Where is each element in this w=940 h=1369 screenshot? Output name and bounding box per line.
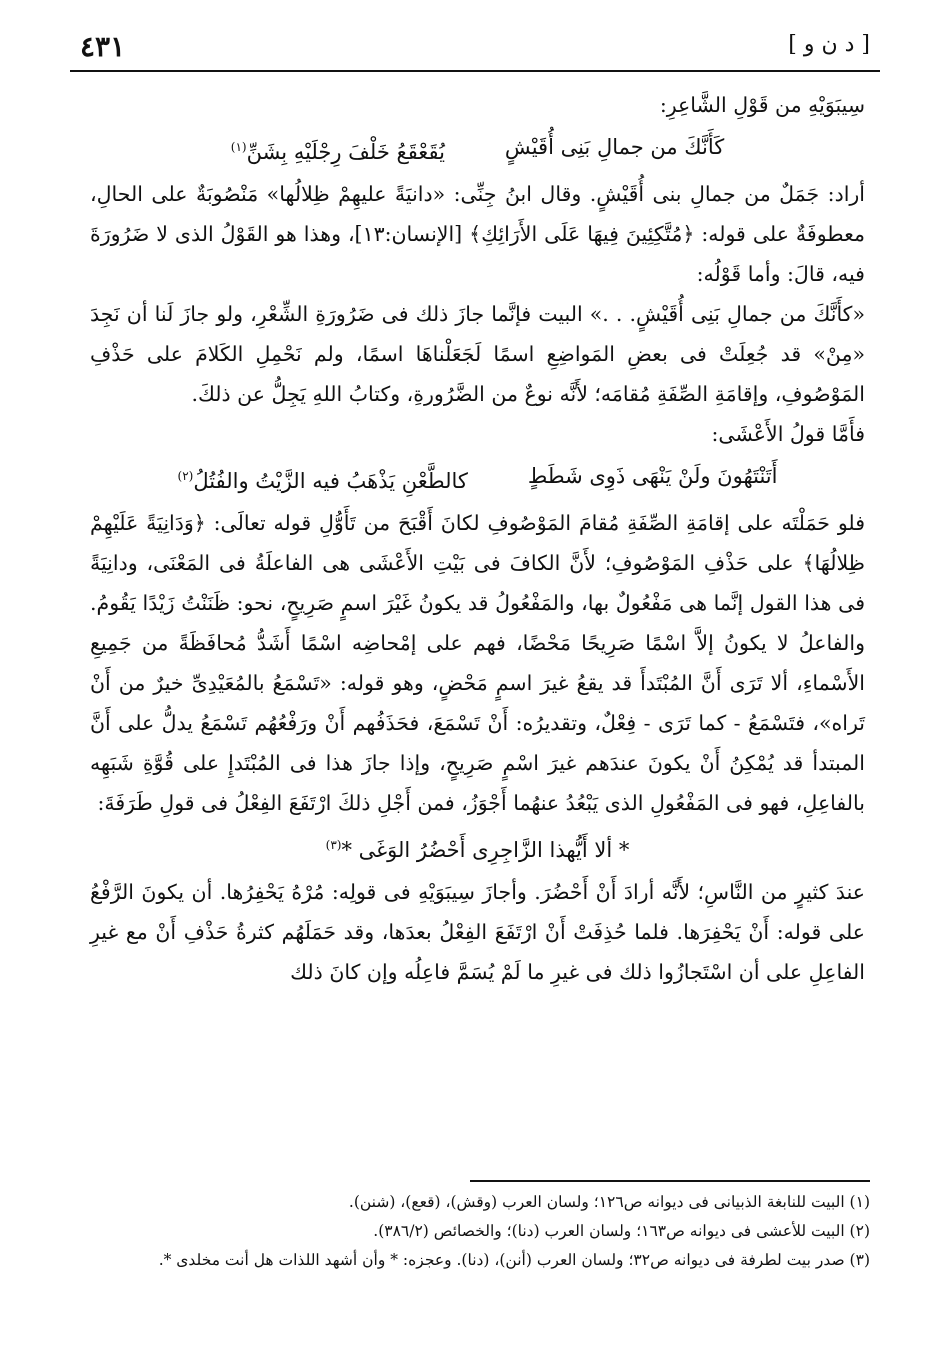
footnote-rule: [470, 1180, 870, 1182]
verse-3-text: * ألا أَيُّهذا الزَّاجِرِى أَحْضُرُ الوَغَى *: [341, 838, 630, 862]
page-header: [70, 30, 870, 70]
verse-1-first-hemistich: كَأَنَّكَ من جمالِ بَنِى أُقَيْشٍ: [504, 135, 725, 159]
header-rule: [70, 70, 880, 72]
paragraph-3: «كأَنَّكَ من جمالِ بَنِى أُقَيْشٍ. . .» البيت فإنَّما جازَ ذلك فى ضَرُورَةِ الشِّعْرِ، ولو جازَ لَنا أن نَجِدَ «مِنْ» قد جُعِلَتْ فى بعضِ المَواضِعِ اسمًا لَجَعَلْناهَا اسمًا، ولم نَحْمِلِ الكَلامَ على حَذْفِ المَوْصُوفِ، وإقامَةِ الصِّفَةِ مُقامَه؛ لأَنَّه نوعٌ من الضَّرُورةِ، وكتابُ اللهِ يَجِلُّ عن ذلكَ.: [90, 302, 865, 406]
paragraph-6: عندَ كثيرٍ من النَّاسِ؛ لأَنَّه أرادَ أَنْ أَحْضُرَ. وأجازَ سِيبَوَيْهِ فى قولِه: مُرْهُ يَحْفِرُها. أن يكونَ الرَّفْعُ على قوله: أَنْ يَحْفِرَها. فلما حُذِفَتْ أَنْ ارْتَفَعَ الفِعْلُ بعدَها، وقد حَمَلَهُم كثرةُ حَذْفِ أَنْ مع غيرِ الفاعِلِ على أن اسْتَجازُوا ذلك فى غيرِ ما لَمْ يُسَمَّ فاعِلُه وإن كانَ ذلك: [90, 880, 865, 984]
paragraph-1: سِيبَوَيْهِ من قَوْلِ الشَّاعِرِ:: [659, 93, 865, 117]
footnote-ref-1: (١): [230, 140, 247, 154]
verse-2: [90, 454, 865, 503]
verse-3: [90, 823, 865, 872]
paragraph-2: أراد: جَمَلٌ من جمالِ بنى أُقَيْشٍ. وقال ابنُ جِنِّى: «دانيَةً عليهِمْ ظِلالُها» مَنْصُوبَةٌ على الحالِ، معطوفَةٌ على قوله: ﴿مُتَّكِئِينَ فِيهَا عَلَى الأَرَائِكِ﴾ [الإنسان:١٣]، وهذا هو القَوْلُ الذى لا ضَرُورَةَ فيه، قالَ: وأما قَوْلُه:: [90, 182, 865, 286]
footnote-ref-2: (٢): [177, 469, 194, 483]
footnote-3: (٣) صدر بيت لطرفة فى ديوانه ص٣٢؛ ولسان العرب (أنن)، (دنا). وعجزه: * وأن أشهد اللذات هل أنت مخلدى *.: [158, 1251, 870, 1269]
paragraph-4: فأَمَّا قولُ الأَعْشَى:: [711, 422, 865, 446]
verse-2-first-hemistich: أَتَنْتَهُونَ ولَنْ يَنْهَى ذَوِى شَطَطٍ: [527, 464, 778, 488]
main-text: [90, 85, 865, 992]
footnote-ref-3: (٣): [325, 838, 342, 852]
footnotes: [105, 1188, 870, 1275]
footnote-2: (٢) البيت للأعشى فى ديوانه ص١٦٣؛ ولسان العرب (دنا)؛ والخصائص (٣٨٦/٢).: [373, 1222, 870, 1240]
root-heading-tag: [ د ن و ]: [788, 32, 870, 57]
verse-1: [90, 125, 865, 174]
verse-2-second-hemistich: كالطَّعْنِ يَذْهَبُ فيه الزَّيْتُ والفُتُلُ: [193, 469, 468, 493]
verse-1-second-hemistich: يُقَعْقَعُ خَلْفَ رِجْلَيْهِ بِشَنِّ: [246, 140, 445, 164]
paragraph-5: فلو حَمَلْتَه على إقامَةِ الصِّفَةِ مُقامَ المَوْصُوفِ لكانَ أَقْبَحَ من تَأَوُّلِ قوله تعالَى: ﴿وَدَانِيَةً عَلَيْهِمْ ظِلالُهَا﴾ على حَذْفِ المَوْصُوفِ؛ لأَنَّ الكافَ فى بَيْتِ الأَعْشَى هى الفاعلَةُ فى المَعْنَى، ودانِيَةً فى هذا القول إنَّما هى مَفْعُولٌ بها، والمَفْعُولُ قد يكونُ غَيْرَ اسمٍ صَرِيحٍ، نحو: ظَنَنْتُ زَيْدًا يَقُومُ. والفاعلُ لا يكونُ إلاَّ اسْمًا صَرِيحًا مَحْضًا، فهم على إمْحاضِه اسْمًا أَشَدُّ مُحافَظَةً من جَمِيعِ الأَسْماءِ، ألا تَرَى أَنَّ المُبْتَدأَ قد يقعُ غيرَ اسمٍ مَحْضٍ، وهو قوله: «تَسْمَعُ بالمُعَيْدِىِّ خيرٌ من أَنْ تَراه»، فتَسْمَعُ - كما تَرَى - فِعْلٌ، وتقديرُه: أَنْ تَسْمَعَ، فحَذَفُهم أَنْ ورَفْعُهُم تَسْمَعُ يدلُّ على أَنَّ المبتدأ قد يُمْكِنُ أَنْ يكونَ عندَهم غيرَ اسْمٍ صَرِيحٍ، وإذا جازَ هذا فى المُبْتَدإِ على قُوَّةِ شَبَهِه بالفاعِلِ، فهو فى المَفْعُولِ الذى يَبْعُدُ عنهُما أَجْوَزُ، فمن أَجْلِ ذلكَ ارْتَفَعَ الفِعْلُ فى قولِ طَرَفَةَ:: [90, 511, 865, 815]
page-number: ٤٣١: [80, 30, 126, 63]
footnote-1: (١) البيت للنابغة الذبيانى فى ديوانه ص١٢٦؛ ولسان العرب (وقش)، (قعع)، (شنن).: [348, 1193, 870, 1211]
